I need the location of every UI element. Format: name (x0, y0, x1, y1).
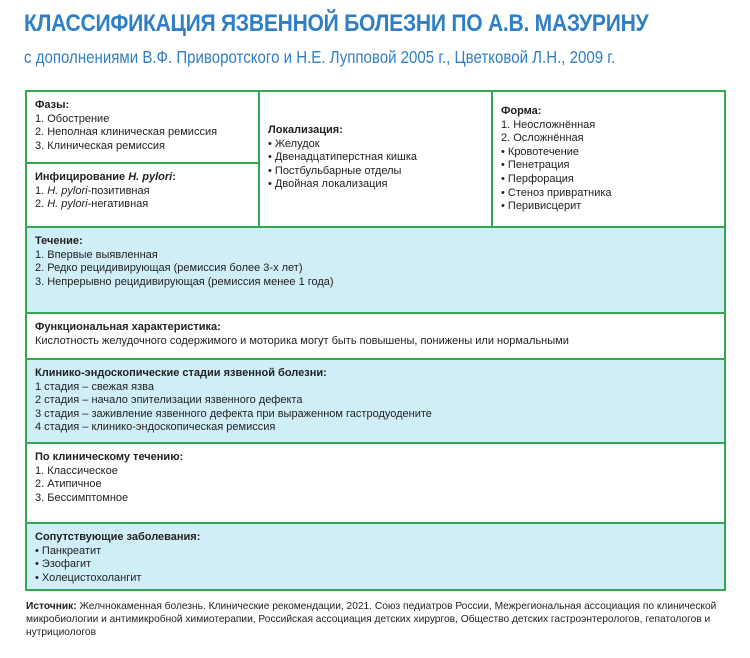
clinical-course-section (27, 442, 724, 522)
item-italic: H. pylori (47, 198, 88, 211)
infection-heading-prefix: Инфицирование (35, 171, 129, 183)
localization-heading: Локализация: (268, 124, 343, 136)
page-subtitle: с дополнениями В.Ф. Приворотского и Н.Е. Лупповой 2005 г., Цветковой Л.Н., 2009 г. (24, 47, 616, 67)
phases-item: 1. Обострение (35, 112, 110, 125)
page-title: КЛАССИФИКАЦИЯ ЯЗВЕННОЙ БОЛЕЗНИ ПО А.В. МАЗУРИНУ (24, 10, 649, 37)
localization-item: • Двойная локализация (268, 178, 388, 191)
clinical-course-heading: По клиническому течению: (35, 451, 184, 463)
form-item: • Перивисцерит (501, 200, 582, 213)
form-item: 1. Неосложнённая (501, 118, 596, 131)
localization-item: • Постбульбарные отделы (268, 164, 402, 177)
localization-item: • Двенадцатиперстная кишка (268, 151, 418, 164)
course-item: 3. Непрерывно рецидивирующая (ремиссия менее 1 года) (35, 275, 334, 288)
form-item: • Стеноз привратника (501, 186, 612, 199)
course-item: 2. Редко рецидивирующая (ремиссия более 3-х лет) (35, 262, 303, 275)
classification-table (25, 90, 726, 591)
functional-heading: Функциональная характеристика: (35, 321, 221, 333)
item-italic: H. pylori (47, 184, 88, 197)
comorbid-heading: Сопутствующие заболевания: (35, 531, 201, 543)
stages-item: 3 стадия – заживление язвенного дефекта при выраженном гастродуодените (35, 407, 432, 420)
course-section (27, 226, 724, 312)
stages-item: 2 стадия – начало эпителизации язвенного дефекта (35, 394, 303, 407)
comorbid-item: • Панкреатит (35, 544, 102, 557)
source-note (26, 601, 731, 639)
item-prefix: 2. (35, 198, 48, 211)
phases-heading: Фазы: (35, 99, 70, 111)
clinical-course-item: 2. Атипичное (35, 478, 102, 491)
phases-cell (27, 92, 258, 153)
form-item: • Перфорация (501, 172, 574, 185)
clinical-course-item: 3. Бессимптомное (35, 491, 129, 504)
comorbid-section (27, 522, 724, 589)
item-prefix: 1. (35, 184, 48, 197)
infection-cell (27, 164, 258, 212)
top-section (27, 92, 724, 226)
comorbid-item: • Холецистохолангит (35, 571, 142, 584)
infection-heading-suffix: : (172, 171, 176, 183)
item-suffix: -негативная (87, 198, 149, 211)
localization-cell (260, 117, 491, 192)
form-heading: Форма: (501, 105, 542, 117)
stages-item: 1 стадия – свежая язва (35, 380, 154, 393)
stages-section (27, 358, 724, 442)
course-heading: Течение: (35, 235, 83, 247)
source-text: Желчнокаменная болезнь. Клинические рекомендации, 2021. Союз педиатров России, Межрегиональная ассоциация по клинической микробиологии и антимикробной химиотерапии, Российская ассоциация детских хирургов, Общество детских гастроэнтерологов, гепатологов и нутрициологов (26, 601, 717, 638)
form-cell (493, 98, 726, 214)
infection-heading-italic: H. pylori (128, 171, 173, 183)
clinical-course-item: 1. Классическое (35, 464, 118, 477)
item-suffix: -позитивная (87, 184, 150, 197)
course-item: 1. Впервые выявленная (35, 248, 158, 261)
form-item: • Кровотечение (501, 145, 579, 158)
source-label: Источник: (26, 601, 77, 612)
form-item: • Пенетрация (501, 159, 570, 172)
infection-item (35, 198, 250, 212)
localization-item: • Желудок (268, 137, 320, 150)
form-item: 2. Осложнённая (501, 132, 584, 145)
infection-item (35, 185, 250, 199)
infection-heading (35, 171, 250, 185)
functional-item: Кислотность желудочного содержимого и моторика могут быть повышены, понижены или нормальными (35, 334, 569, 347)
phases-item: 3. Клиническая ремиссия (35, 139, 165, 152)
comorbid-item: • Эзофагит (35, 558, 92, 571)
stages-item: 4 стадия – клинико-эндоскопическая ремиссия (35, 421, 276, 434)
phases-item: 2. Неполная клиническая ремиссия (35, 126, 218, 139)
functional-section (27, 312, 724, 358)
stages-heading: Клинико-эндоскопические стадии язвенной болезни: (35, 367, 327, 379)
